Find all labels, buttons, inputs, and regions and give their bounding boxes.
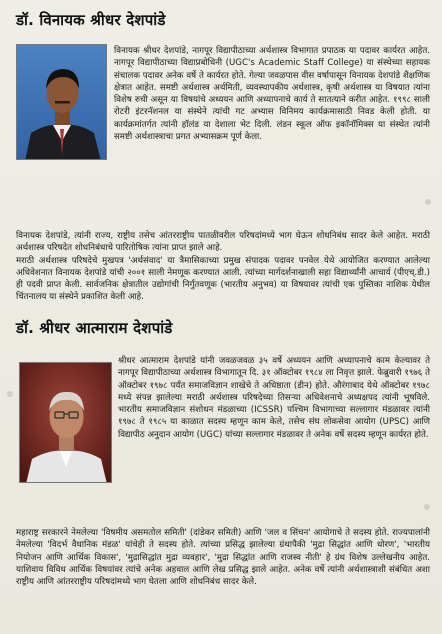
page-speck	[424, 504, 430, 510]
section2-heading: डॉ. श्रीधर आत्माराम देशपांडे	[16, 319, 173, 337]
section1-para2: विनायक देशपांडे, त्यांनी राज्य, राष्ट्रीय तसेच आंतरराष्ट्रीय पातळीवरील परिषदांमध्ये भाग घेऊन शोधनिबंध सादर केले आहेत. मराठी अर्थशास्त्र परिषदेत शोधनिबंधाचे पारितोषिक त्यांना प्राप्त झाले आहे.	[16, 231, 430, 254]
section1-intro-text	[114, 45, 430, 143]
portrait-vinayak-deshpande	[16, 44, 107, 160]
page-speck	[7, 391, 13, 397]
section1-body	[16, 230, 430, 304]
section1-heading: डॉ. विनायक श्रीधर देशपांडे	[16, 11, 166, 29]
page-speck	[425, 199, 431, 205]
section1-intro: विनायक श्रीधर देशपांडे, नागपूर विद्यापीठाच्या अर्थशास्त्र विभागात प्रपाठक या पदावर कार्यरत आहेत. नागपूर विद्यापीठाच्या विद्याप्रबोधिनी (UGC's Academic Staff College) या संस्थेच्या सहायक संचालक पदावर अनेक वर्षे ते कार्यरत होते. गेल्या जवळपास वीस वर्षापासून विनायक देशपांडे शैक्षणिक क्षेत्रात आहेत. समष्टी अर्थशास्त्र अर्थमिती, व्यवस्थापकीय अर्थशास्त्र, कृषी अर्थशास्त्र या विषयात त्यांना विशेष रुची असून या विषयांचे अध्ययन आणि अध्यापनाचे कार्य ते सातत्याने करीत आहेत. १९९८ साली रोटरी इंटरनॅशनल या संस्थेने त्यांची गट अभ्यास विनिमय कार्यक्रमासाठी निवड केली होती. या कार्यक्रमांतर्गत त्यांनी हॉलंड या देशाला भेट दिली. लंडन स्कूल ऑफ इकॉनॉमिक्स या संस्थेत त्यांनी समष्टी अर्थशास्त्राचा प्रगत अभ्यासक्रम पूर्ण केला.	[114, 46, 430, 143]
section2-intro: श्रीधर आत्माराम देशपांडे यांनी जवळजवळ ३५ वर्षे अध्ययन आणि अध्यापनाचे काम केल्यावर ते नागपूर विद्यापीठाच्या अर्थशास्त्र विभागातून दि. ३१ ऑक्टोबर १९८४ ला निवृत्त झाले. फेब्रुवारी १९७६ ते ऑक्टोबर १९७८ पर्यंत समाजविज्ञान शाखेचे ते अधिष्ठाता (डीन) होते. औरंगाबाद येथे ऑक्टोबर १९७८ मध्ये संपन्न झालेल्या मराठी अर्थशास्त्र परिषदेच्या तिसऱ्या अधिवेशनाचे अध्यक्षपद त्यांनी भूषविले. भारतीय समाजविज्ञान संशोधन मंडळाच्या (ICSSR) पश्चिम विभागाच्या सल्लागार मंडळावर त्यांनी १९७८ ते १९८५ या काळात सदस्य म्हणून काम केले, तसेच संघ लोकसेवा आयोग (UPSC) आणि विद्यापीठ अनुदान आयोग (UGC) यांच्या सल्लागार मंडळावर ते अनेक वर्षे सदस्य म्हणून कार्यरत होते.	[118, 356, 430, 440]
section2-body	[16, 527, 430, 588]
section2-intro-text	[118, 355, 430, 441]
section2-para2: महाराष्ट्र सरकारने नेमलेल्या 'विषमीय असमतोल समिती' (दांडेकर समिती) आणि 'जल व सिंचन' आयोगाचे ते सदस्य होते. राज्यपालांनी नेमलेल्या 'विदर्भ वैधानिक मंडळ' यांचेही ते सदस्य होते. त्यांच्या प्रसिद्ध झालेल्या ग्रंथापैकी 'मुद्रा सिद्धांत आणि धोरण', 'भारतीय नियोजन आणि आर्थिक विकास', 'मुद्रासिद्धांत मुद्रा व्यवहार', 'मुद्रा सिद्धांत आणि राजस्व नीती' हे ग्रंथ विशेष उल्लेखनीय आहेत. याशिवाय विविध आर्थिक विषयांवर त्यांचे अनेक अहवाल आणि लेख प्रसिद्ध झाले आहेत. अनेक वर्षे त्यांनी अर्थशास्त्राशी संबंधित अशा राष्ट्रीय आणि आंतरराष्ट्रीय परिषदांमध्ये भाग घेतला आणि शोधनिबंध सादर केले.	[16, 528, 430, 588]
portrait-shridhar-deshpande	[19, 362, 112, 483]
section1-para3: मराठी अर्थशास्त्र परिषदेचे मुखपत्र 'अर्थसंवाद' या त्रैमासिकाच्या प्रमुख संपादक पदावर पनवेल येथे आयोजित करण्यात आलेल्या अधिवेशनात विनायक देशपांडे यांची २००१ साली नेमणूक करण्यात आली. त्यांच्या मार्गदर्शनाखाली सहा विद्यार्थ्यांनी आचार्य (पीएच्.डी.) ही पदवी प्राप्त केली. सार्वजनिक क्षेत्रातील उद्योगांची निर्गुंतवणूक (भारतीय अनुभव) या विषयावर त्यांची एक पुस्तिका नाशिक येथील चिंतनालय या संस्थेने प्रकाशित केली आहे.	[16, 255, 430, 303]
